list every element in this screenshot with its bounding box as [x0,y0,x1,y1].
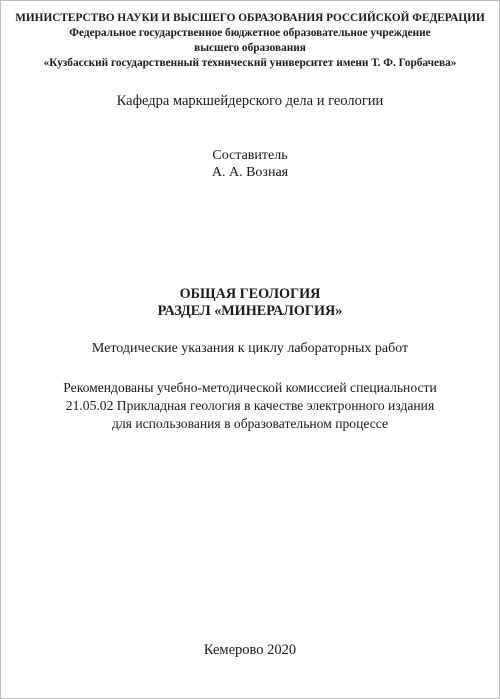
university-name: «Кузбасский государственный технический университет имени Т. Ф. Горбачева» [43,57,457,69]
recommendation-line-3: для использования в образовательном процессе [111,416,389,431]
document-subtitle: Методические указания к циклу лабораторных работ [91,341,409,356]
title-line-1: ОБЩАЯ ГЕОЛОГИЯ [179,286,321,302]
recommendation-line-2: 21.05.02 Прикладная геология в качестве электронного издания [65,398,435,413]
ministry-name: МИНИСТЕРСТВО НАУКИ И ВЫСШЕГО ОБРАЗОВАНИЯ РОССИЙСКОЙ ФЕДЕРАЦИИ [15,12,485,24]
title-line-2: РАЗДЕЛ «МИНЕРАЛОГИЯ» [157,303,343,319]
city-year: Кемерово 2020 [203,642,297,658]
department-name: Кафедра маркшейдерского дела и геологии [116,93,384,109]
recommendation-line-1: Рекомендованы учебно-методической комиссией специальности [63,380,437,395]
institution-line-2: высшего образования [194,42,306,54]
author-label: Составитель [212,148,288,163]
author-name: А. А. Возная [211,165,289,180]
institution-line-1: Федеральное государственное бюджетное образовательное учреждение [69,27,431,39]
